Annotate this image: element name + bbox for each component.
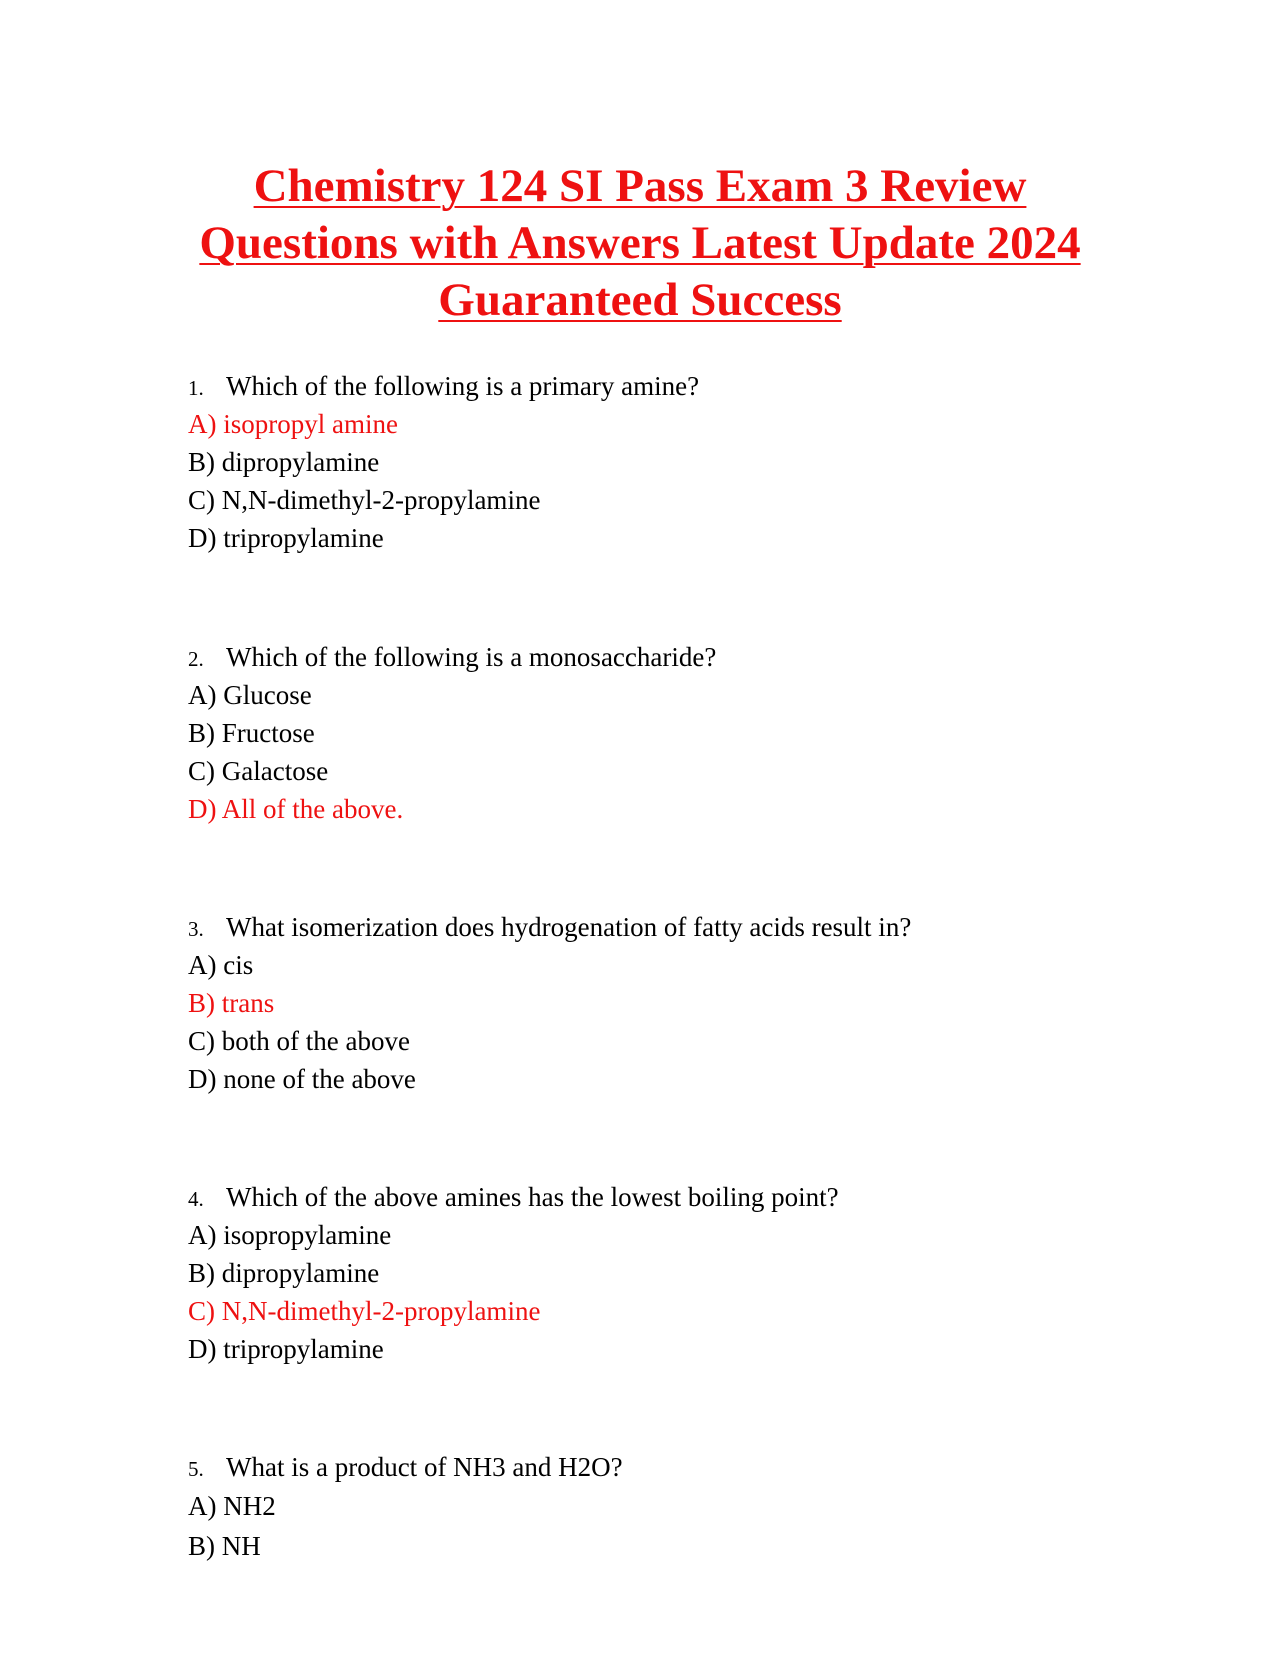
option-a: A) Glucose [188,680,312,710]
option-b: B) NH [188,1531,261,1561]
question-1-stem [188,367,1088,405]
question-text: What isomerization does hydrogenation of fatty acids result in? [226,912,912,942]
question-2-stem [188,638,1088,676]
option-d: D) tripropylamine [188,1334,384,1364]
option-d-correct: D) All of the above. [188,794,404,824]
option-a: A) isopropylamine [188,1220,392,1250]
document-title [140,158,1140,329]
question-number: 3. [188,917,204,941]
question-number: 2. [188,647,204,671]
option-b-correct: B) trans [188,988,275,1018]
option-d: D) tripropylamine [188,523,384,553]
question-5-stem [188,1448,1088,1486]
question-number: 5. [188,1457,204,1481]
option-c: C) both of the above [188,1026,410,1056]
title-line-2: Questions with Answers Latest Update 2024 [199,217,1081,269]
title-line-3: Guaranteed Success [438,274,842,326]
option-d: D) none of the above [188,1064,416,1094]
question-5 [188,1448,1088,1566]
option-c: C) N,N-dimethyl-2-propylamine [188,485,541,515]
question-text: What is a product of NH3 and H2O? [226,1452,623,1482]
question-text: Which of the above amines has the lowest boiling point? [226,1182,839,1212]
question-text: Which of the following is a monosaccharide? [226,642,717,672]
option-b: B) Fructose [188,718,315,748]
question-number: 4. [188,1187,204,1211]
option-a: A) cis [188,950,254,980]
question-number: 1. [188,376,204,400]
question-3 [188,908,1088,1098]
option-a: A) NH2 [188,1491,276,1521]
title-line-1: Chemistry 124 SI Pass Exam 3 Review [253,160,1027,212]
question-4 [188,1178,1088,1368]
question-3-stem [188,908,1088,946]
question-text: Which of the following is a primary amine? [226,371,700,401]
option-c: C) Galactose [188,756,329,786]
option-b: B) dipropylamine [188,1258,380,1288]
option-c-correct: C) N,N-dimethyl-2-propylamine [188,1296,541,1326]
option-b: B) dipropylamine [188,447,380,477]
question-2 [188,638,1088,828]
question-4-stem [188,1178,1088,1216]
question-1 [188,367,1088,557]
option-a-correct: A) isopropyl amine [188,409,398,439]
